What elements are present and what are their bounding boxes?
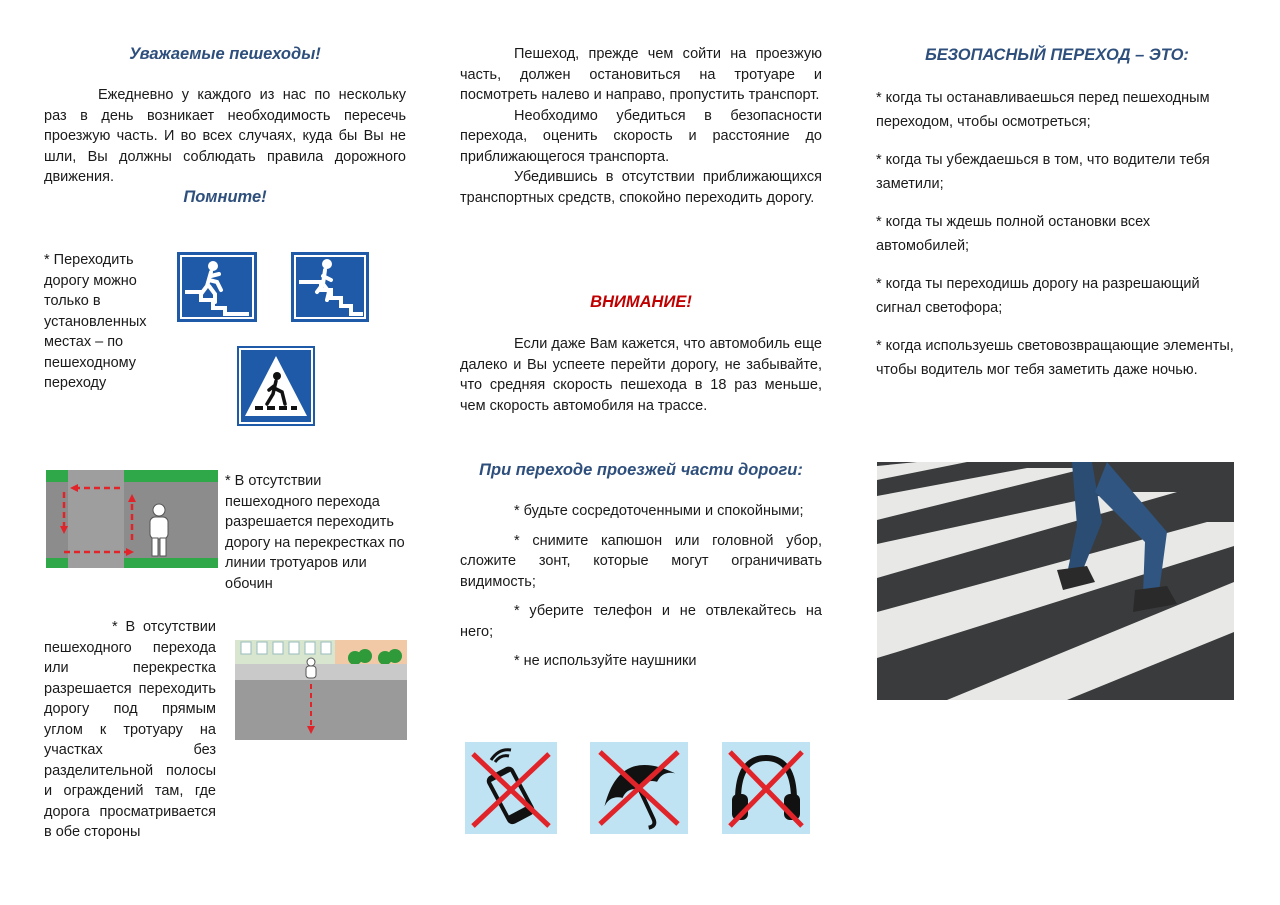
underground-crossing-sign-icon [177, 252, 257, 322]
overpass-crossing-sign-icon [291, 252, 369, 322]
safe-item-traffic-light: * когда ты переходишь дорогу на разрешающий сигнал светофора; [876, 276, 1200, 316]
crossing-tips-heading: При переходе проезжей части дороги: [479, 461, 803, 479]
speed-warning-text: Если даже Вам кажется, что автомобиль еще далеко и Вы успеете перейти дорогу, не забывайте, что средняя скорость пешехода в 18 раз меньше, чем скорость автомобиля на трассе. [460, 336, 822, 414]
attention-paragraph [460, 334, 822, 416]
crosswalk-photo [877, 462, 1234, 700]
paragraph-check-safety: Необходимо убедиться в безопасности перехода, оценить скорость и расстояние до приближающегося транспорта. [460, 107, 822, 165]
heading-remember: Помните! [183, 188, 267, 206]
no-headphones-icon [722, 742, 810, 834]
intersection-diagram-icon [46, 470, 218, 568]
attention-heading: ВНИМАНИЕ! [590, 293, 692, 311]
no-phone-icon [465, 742, 557, 834]
rule-3-paragraph: * В отсутствии пешеходного перехода или перекрестка разрешается переходить дорогу под прямым углом к тротуару на участках без разделительной полосы и ограждений там, где дорога просматривается в обе стороны [44, 619, 216, 840]
rule-2-text: * В отсутствии пешеходного перехода разрешается переходить дорогу на перекрестках по линии тротуаров или обочин [225, 473, 405, 592]
crossing-tips-list [460, 501, 822, 672]
rule-3-text [44, 617, 216, 843]
paragraph-stop-look: Пешеход, прежде чем сойти на проезжую часть, должен остановиться на тротуаре и посмотреть налево и направо, пропустить транспорт. [460, 46, 822, 103]
road-crossing-diagram-icon [235, 640, 407, 740]
tip-hood-umbrella: * снимите капюшон или головной убор, сложите зонт, которые могут ограничивать видимость; [460, 532, 822, 590]
safe-item-drivers-noticed: * когда ты убеждаешься в том, что водители тебя заметили; [876, 152, 1210, 192]
heading-dear-pedestrians: Уважаемые пешеходы! [129, 45, 321, 63]
tip-headphones: * не используйте наушники [514, 653, 697, 669]
safe-item-reflectors: * когда используешь световозвращающие элементы, чтобы водитель мог тебя заметить даже ночью. [876, 338, 1234, 378]
pedestrian-crossing-sign-icon [237, 346, 315, 426]
intro-paragraph [44, 85, 406, 188]
no-umbrella-icon [590, 742, 688, 834]
rule-1-text: * Переходить дорогу можно только в установленных местах – по пешеходному переходу [44, 252, 147, 391]
safe-item-stop: * когда ты останавливаешься перед пешеходным переходом, чтобы осмотреться; [876, 90, 1210, 130]
tip-focus: * будьте сосредоточенными и спокойными; [514, 503, 804, 519]
safe-crossing-list [876, 86, 1236, 382]
tip-phone: * уберите телефон и не отвлекайтесь на него; [460, 603, 822, 640]
intro-text: Ежедневно у каждого из нас по нескольку раз в день возникает необходимость пересечь проезжую часть. И во всех случаях, куда бы Вы не шли, Вы должны соблюдать правила дорожного движения. [44, 87, 406, 185]
column-2-intro [460, 44, 822, 208]
paragraph-calm-crossing: Убедившись в отсутствии приближающихся транспортных средств, спокойно переходить дорогу. [460, 169, 822, 206]
safe-crossing-heading: БЕЗОПАСНЫЙ ПЕРЕХОД – ЭТО: [925, 46, 1189, 64]
safe-item-full-stop: * когда ты ждешь полной остановки всех автомобилей; [876, 214, 1151, 254]
